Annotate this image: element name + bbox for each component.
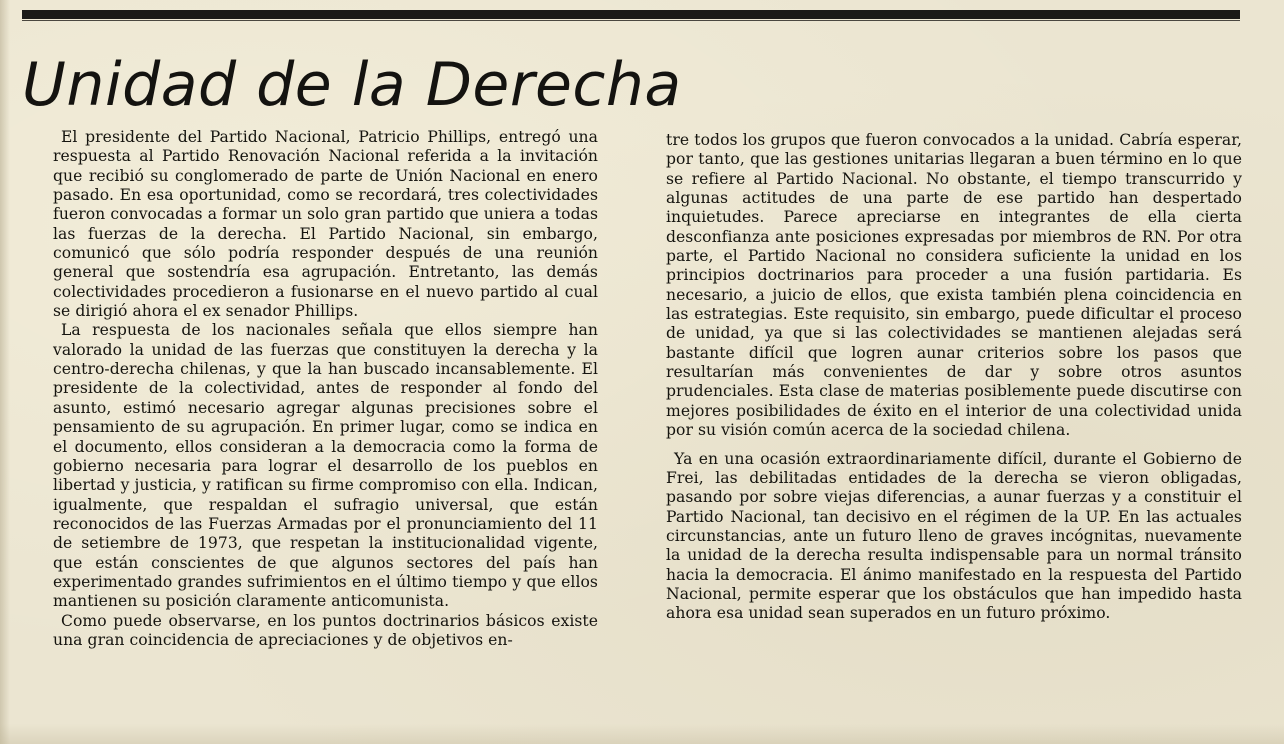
top-rule [22,10,1240,19]
paragraph: tre todos los grupos que fueron convocados a la unidad. Cabría esperar, por tanto, que las gestiones unitarias llegaran a buen término en lo que se refiere al Partido Nacional. No obstante, el tiempo transcurrido y algunas actitudes de una parte de ese partido han despertado inquietudes. Parece apreciarse en integrantes de ella cierta desconfianza ante posiciones expresadas por miembros de RN. Por otra parte, el Partido Nacional no considera suficiente la unidad en los principios doctrinarios para proceder a una fusión partidaria. Es necesario, a juicio de ellos, que exista también plena coincidencia en las estrategias. Este requisito, sin embargo, puede dificultar el proceso de unidad, ya que si las colectividades se mantienen alejadas será bastante difícil que logren aunar criterios sobre los pasos que resultarían más convenientes de dar y sobre otros asuntos prudenciales. Esta clase de materias posiblemente puede discutirse con mejores posibilidades de éxito en el interior de una colectividad unida por su visión común acerca de la sociedad chilena. [666,131,1242,440]
top-rule-hairline [22,20,1240,21]
paper-bottom-shadow [0,724,1284,744]
paragraph: El presidente del Partido Nacional, Patricio Phillips, entregó una respuesta al Partido Renovación Nacional referida a la invitación que recibió su conglomerado de parte de Unión Nacional en enero pasado. En esa oportunidad, como se recordará, tres colectividades fueron convocadas a formar un solo gran partido que uniera a todas las fuerzas de la derecha. El Partido Nacional, sin embargo, comunicó que sólo podría responder después de una reunión general que sostendría esa agrupación. Entretanto, las demás colectividades procedieron a fusionarse en el nuevo partido al cual se dirigió ahora el ex senador Phillips. [53,128,598,321]
paragraph: Como puede observarse, en los puntos doctrinarios básicos existe una gran coincidencia de apreciaciones y de objetivos en- [53,611,598,649]
paper-edge-shadow [0,0,10,744]
right-column [666,131,1242,624]
paragraph: Ya en una ocasión extraordinariamente difícil, durante el Gobierno de Frei, las debilitadas entidades de la derecha se vieron obligadas, pasando por sobre viejas diferencias, a aunar fuerzas y a constituir el Partido Nacional, tan decisivo en el régimen de la UP. En las actuales circunstancias, ante un futuro lleno de graves incógnitas, nuevamente la unidad de la derecha resulta indispensable para un normal tránsito hacia la democracia. El ánimo manifestado en la respuesta del Partido Nacional, permite esperar que los obstáculos que han impedido hasta ahora esa unidad sean superados en un futuro próximo. [666,449,1242,623]
headline: Unidad de la Derecha [22,50,682,120]
paragraph: La respuesta de los nacionales señala que ellos siempre han valorado la unidad de las fuerzas que constituyen la derecha y la centro-derecha chilenas, y que la han buscado incansablemente. El presidente de la colectividad, antes de responder al fondo del asunto, estimó necesario agregar algunas precisiones sobre el pensamiento de su agrupación. En primer lugar, como se indica en el documento, ellos consideran a la democracia como la forma de gobierno necesaria para lograr el desarrollo de los pueblos en libertad y justicia, y ratifican su firme compromiso con ella. Indican, igualmente, que respaldan el sufragio universal, que están reconocidos de las Fuerzas Armadas por el pronunciamiento del 11 de setiembre de 1973, que respetan la institucionalidad vigente, que están conscientes de que algunos sectores del país han experimentado grandes sufrimientos en el último tiempo y que ellos mantienen su posición claramente anticomunista. [53,321,598,611]
left-column [53,128,598,650]
